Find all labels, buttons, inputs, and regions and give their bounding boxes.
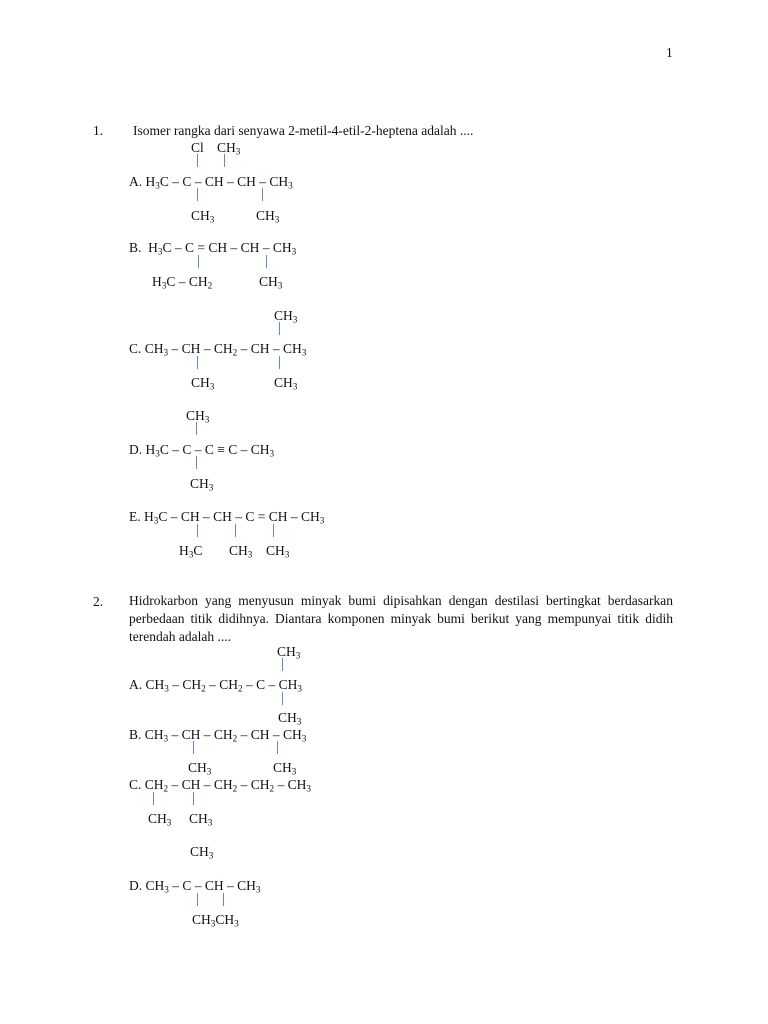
- q2d-bond-2: [223, 893, 224, 906]
- q1c-bond-bottom-1: [197, 356, 198, 369]
- q1c-bottom-ch3-2: $CH_3$: [274, 375, 298, 392]
- q2-number: 2.: [93, 594, 104, 609]
- q1-number: 1.: [93, 123, 104, 138]
- q1e-formula: E. $H_3C$ – CH – CH – C = CH – $CH_3$: [129, 509, 325, 526]
- q2a-top-ch3: $CH_3$: [277, 644, 301, 661]
- q1e-bond-3: [273, 524, 274, 537]
- q2-text: Hidrokarbon yang menyusun minyak bumi dipisahkan dengan destilasi bertingkat berdasarkan perbedaan titik didihnya. Diantara komponen minyak bumi berikut yang mempunyai titik didih terendah adalah ....: [129, 593, 673, 644]
- q2a-bond-top: [282, 658, 283, 671]
- q1c-bond-bottom-2: [279, 356, 280, 369]
- q2d-bond-1: [197, 893, 198, 906]
- q2b-formula: B. $CH_3$ – CH – $CH_2$ – CH – $CH_3$: [129, 727, 307, 744]
- q1a-bottom-ch3-1: $CH_3$: [191, 208, 215, 225]
- q1e-bottom-h3c: $H_3C$: [179, 543, 203, 560]
- q1e-bond-1: [197, 524, 198, 537]
- q1a-bond-bottom-2: [262, 188, 263, 201]
- page-number: 1: [666, 45, 673, 60]
- q2d-bottom-ch3ch3: $CH_3CH_3$: [192, 912, 239, 929]
- q1d-bond-bottom: [196, 456, 197, 469]
- q2c-bond-1: [153, 792, 154, 805]
- q1c-top-ch3: $CH_3$: [274, 308, 298, 325]
- q1a-bond-top-1: [197, 154, 198, 167]
- q1e-bottom-ch3-1: $CH_3$: [229, 543, 253, 560]
- q1a-bond-bottom-1: [197, 188, 198, 201]
- q1b-bond-2: [266, 255, 267, 268]
- q1e-bottom-ch3-2: $CH_3$: [266, 543, 290, 560]
- q1d-formula: D. $H_3C - C - C \equiv C - CH_3$: [129, 442, 275, 459]
- q2c-bottom-ch3-2: $CH_3$: [189, 811, 213, 828]
- q1a-bond-top-2: [224, 154, 225, 167]
- q1c-bottom-ch3-1: $CH_3$: [191, 375, 215, 392]
- q2b-bottom-ch3-2: $CH_3$: [273, 760, 297, 777]
- q2c-bottom-ch3-1: $CH_3$: [148, 811, 172, 828]
- q1c-bond-top: [279, 322, 280, 335]
- q2b-bond-1: [193, 741, 194, 754]
- q2c-formula: C. $CH_2$ – CH – $CH_2 - CH_2 - CH_3$: [129, 777, 311, 794]
- q1c-formula: C. $CH_3$ – CH – $CH_2$ – CH – $CH_3$: [129, 341, 307, 358]
- q1a-bottom-ch3-2: $CH_3$: [256, 208, 280, 225]
- q1b-bottom-ethyl: $H_3C - CH_2$: [152, 274, 213, 291]
- q1e-bond-2: [235, 524, 236, 537]
- q2b-bottom-ch3-1: $CH_3$: [188, 760, 212, 777]
- q1b-bond-1: [198, 255, 199, 268]
- q1d-top-ch3: $CH_3$: [186, 408, 210, 425]
- q1b-bottom-ch3: $CH_3$: [259, 274, 283, 291]
- q2b-bond-2: [277, 741, 278, 754]
- q1d-bond-top: [196, 422, 197, 435]
- q1a-top-ch3: $CH_3$: [217, 140, 241, 157]
- q2d-top-ch3: $CH_3$: [190, 844, 214, 861]
- q1a-formula: A. $H_3C$ – C – CH – CH – $CH_3$: [129, 174, 293, 191]
- q1d-bottom-ch3: $CH_3$: [190, 476, 214, 493]
- q2a-formula: A. $CH_3 - CH_2 - CH_2$ – C – $CH_3$: [129, 677, 302, 694]
- q1-text: Isomer rangka dari senyawa 2-metil-4-etil-2-heptena adalah ....: [133, 123, 474, 138]
- q2d-formula: D. $CH_3$ – C – CH – $CH_3$: [129, 878, 261, 895]
- q2a-bond-bottom: [282, 692, 283, 705]
- q2c-bond-2: [193, 792, 194, 805]
- q2a-bottom-ch3: $CH_3$: [278, 710, 302, 727]
- q1a-top-cl: Cl: [191, 140, 204, 155]
- q1b-formula: B. $H_3C$ – C = CH – CH – $CH_3$: [129, 240, 297, 257]
